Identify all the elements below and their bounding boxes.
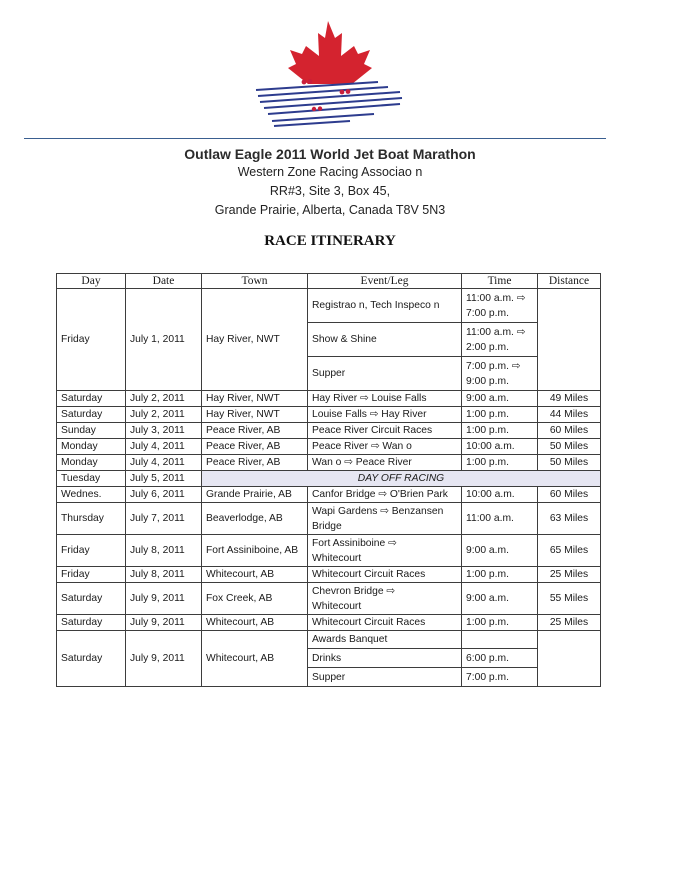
cell-town: Fox Creek, AB (202, 583, 308, 615)
cell-distance: 60 Miles (538, 487, 601, 503)
event-line: Whitecourt (312, 552, 362, 564)
address-line-1: Western Zone Racing Associao n (237, 165, 423, 179)
cell-time: 1:00 p.m. (462, 407, 538, 423)
table-row (57, 615, 601, 631)
cell-town: Hay River, NWT (202, 289, 308, 391)
time-line: 2:00 p.m. (466, 341, 509, 353)
cell-distance: 50 Miles (538, 439, 601, 455)
cell-town: Whitecourt, AB (202, 631, 308, 687)
cell-town: Peace River, AB (202, 423, 308, 439)
cell-time: 10:00 a.m. (462, 487, 538, 503)
cell-town: Whitecourt, AB (202, 567, 308, 583)
cell-town: Peace River, AB (202, 439, 308, 455)
cell-time: 1:00 p.m. (462, 567, 538, 583)
cell-event (308, 503, 462, 535)
cell-date: July 2, 2011 (126, 391, 202, 407)
cell-date: July 1, 2011 (126, 289, 202, 391)
cell-town: Hay River, NWT (202, 391, 308, 407)
cell-time: 11:00 a.m. (462, 503, 538, 535)
cell-event (308, 535, 462, 567)
cell-date: July 7, 2011 (126, 503, 202, 535)
cell-distance: 63 Miles (538, 503, 601, 535)
event-line: Bridge (312, 520, 342, 532)
col-header-time: Time (462, 274, 538, 289)
cell-date: July 9, 2011 (126, 631, 202, 687)
cell-time: 6:00 p.m. (462, 649, 538, 668)
table-row (57, 455, 601, 471)
cell-day: Saturday (57, 391, 126, 407)
cell-time: 1:00 p.m. (462, 615, 538, 631)
cell-day: Thursday (57, 503, 126, 535)
cell-time: 9:00 a.m. (462, 535, 538, 567)
col-header-distance: Distance (538, 274, 601, 289)
cell-day: Tuesday (57, 471, 126, 487)
cell-time (462, 289, 538, 323)
cell-date: July 4, 2011 (126, 439, 202, 455)
cell-time (462, 323, 538, 357)
table-row (57, 503, 601, 535)
table-row (57, 407, 601, 423)
time-line: 9:00 p.m. (466, 375, 509, 387)
cell-day: Saturday (57, 583, 126, 615)
cell-date: July 6, 2011 (126, 487, 202, 503)
event-title: Outlaw Eagle 2011 World Jet Boat Marathon (184, 146, 476, 162)
cell-event: Show & Shine (308, 323, 462, 357)
cell-event: Registrao n, Tech Inspeco n (308, 289, 462, 323)
col-header-event: Event/Leg (308, 274, 462, 289)
time-line: 7:00 p.m. (466, 307, 509, 319)
cell-event: Louise Falls ⇨ Hay River (308, 407, 462, 423)
cell-distance: 25 Miles (538, 615, 601, 631)
jet-boat-maple-leaf-logo (250, 18, 410, 130)
table-row (57, 535, 601, 567)
cell-event: Whitecourt Circuit Races (308, 615, 462, 631)
cell-day: Saturday (57, 407, 126, 423)
cell-event: Drinks (308, 649, 462, 668)
cell-distance (538, 289, 601, 391)
race-itinerary-table (56, 273, 601, 687)
cell-date: July 2, 2011 (126, 407, 202, 423)
cell-distance: 25 Miles (538, 567, 601, 583)
cell-day: Friday (57, 289, 126, 391)
cell-distance: 50 Miles (538, 455, 601, 471)
event-line: Whitecourt (312, 600, 362, 612)
cell-time (462, 631, 538, 649)
cell-time: 9:00 a.m. (462, 583, 538, 615)
cell-date: July 9, 2011 (126, 615, 202, 631)
table-row (57, 631, 601, 649)
cell-event: Canfor Bridge ⇨ O'Brien Park (308, 487, 462, 503)
address-line-3: Grande Prairie, Alberta, Canada T8V 5N3 (214, 203, 446, 217)
cell-town: Fort Assiniboine, AB (202, 535, 308, 567)
cell-town: Peace River, AB (202, 455, 308, 471)
cell-event: Whitecourt Circuit Races (308, 567, 462, 583)
col-header-date: Date (126, 274, 202, 289)
cell-town: Hay River, NWT (202, 407, 308, 423)
cell-time: 1:00 p.m. (462, 455, 538, 471)
event-line: Fort Assiniboine ⇨ (312, 537, 397, 549)
cell-date: July 5, 2011 (126, 471, 202, 487)
cell-event: Hay River ⇨ Louise Falls (308, 391, 462, 407)
speed-stripes (256, 82, 402, 126)
cell-day: Monday (57, 439, 126, 455)
cell-distance: 55 Miles (538, 583, 601, 615)
address-line-2: RR#3, Site 3, Box 45, (269, 184, 391, 198)
table-row (57, 289, 601, 323)
cell-event: Peace River ⇨ Wan o (308, 439, 462, 455)
table-header-row (57, 274, 601, 289)
cell-town: Grande Prairie, AB (202, 487, 308, 503)
table-row (57, 487, 601, 503)
cell-event: Supper (308, 668, 462, 687)
cell-distance (538, 631, 601, 687)
itinerary-title: RACE ITINERARY (264, 233, 396, 249)
cell-date: July 8, 2011 (126, 567, 202, 583)
event-line: Wapi Gardens ⇨ Benzansen (312, 505, 444, 517)
cell-day: Saturday (57, 615, 126, 631)
cell-time: 10:00 a.m. (462, 439, 538, 455)
table-row (57, 391, 601, 407)
header-divider (24, 138, 606, 139)
col-header-day: Day (57, 274, 126, 289)
cell-day: Friday (57, 535, 126, 567)
cell-event: Awards Banquet (308, 631, 462, 649)
cell-town: Beaverlodge, AB (202, 503, 308, 535)
cell-distance: 49 Miles (538, 391, 601, 407)
cell-time (462, 357, 538, 391)
cell-event: Supper (308, 357, 462, 391)
table-row (57, 567, 601, 583)
time-line: 11:00 a.m. ⇨ (466, 326, 526, 338)
col-header-town: Town (202, 274, 308, 289)
table-row (57, 423, 601, 439)
cell-time: 9:00 a.m. (462, 391, 538, 407)
cell-day: Saturday (57, 631, 126, 687)
cell-time: 7:00 p.m. (462, 668, 538, 687)
cell-day: Sunday (57, 423, 126, 439)
cell-time: 1:00 p.m. (462, 423, 538, 439)
day-off-banner: DAY OFF RACING (202, 471, 601, 487)
cell-day: Monday (57, 455, 126, 471)
cell-day: Friday (57, 567, 126, 583)
event-line: Chevron Bridge ⇨ (312, 585, 396, 597)
time-line: 7:00 p.m. ⇨ (466, 360, 521, 372)
cell-distance: 44 Miles (538, 407, 601, 423)
cell-date: July 8, 2011 (126, 535, 202, 567)
cell-event (308, 583, 462, 615)
table-row (57, 583, 601, 615)
cell-event: Peace River Circuit Races (308, 423, 462, 439)
cell-event: Wan o ⇨ Peace River (308, 455, 462, 471)
time-line: 11:00 a.m. ⇨ (466, 292, 526, 304)
cell-town: Whitecourt, AB (202, 615, 308, 631)
cell-date: July 3, 2011 (126, 423, 202, 439)
maple-leaf-icon (288, 21, 372, 84)
cell-distance: 65 Miles (538, 535, 601, 567)
table-row (57, 439, 601, 455)
cell-date: July 4, 2011 (126, 455, 202, 471)
table-row (57, 471, 601, 487)
cell-date: July 9, 2011 (126, 583, 202, 615)
cell-distance: 60 Miles (538, 423, 601, 439)
cell-day: Wednes. (57, 487, 126, 503)
